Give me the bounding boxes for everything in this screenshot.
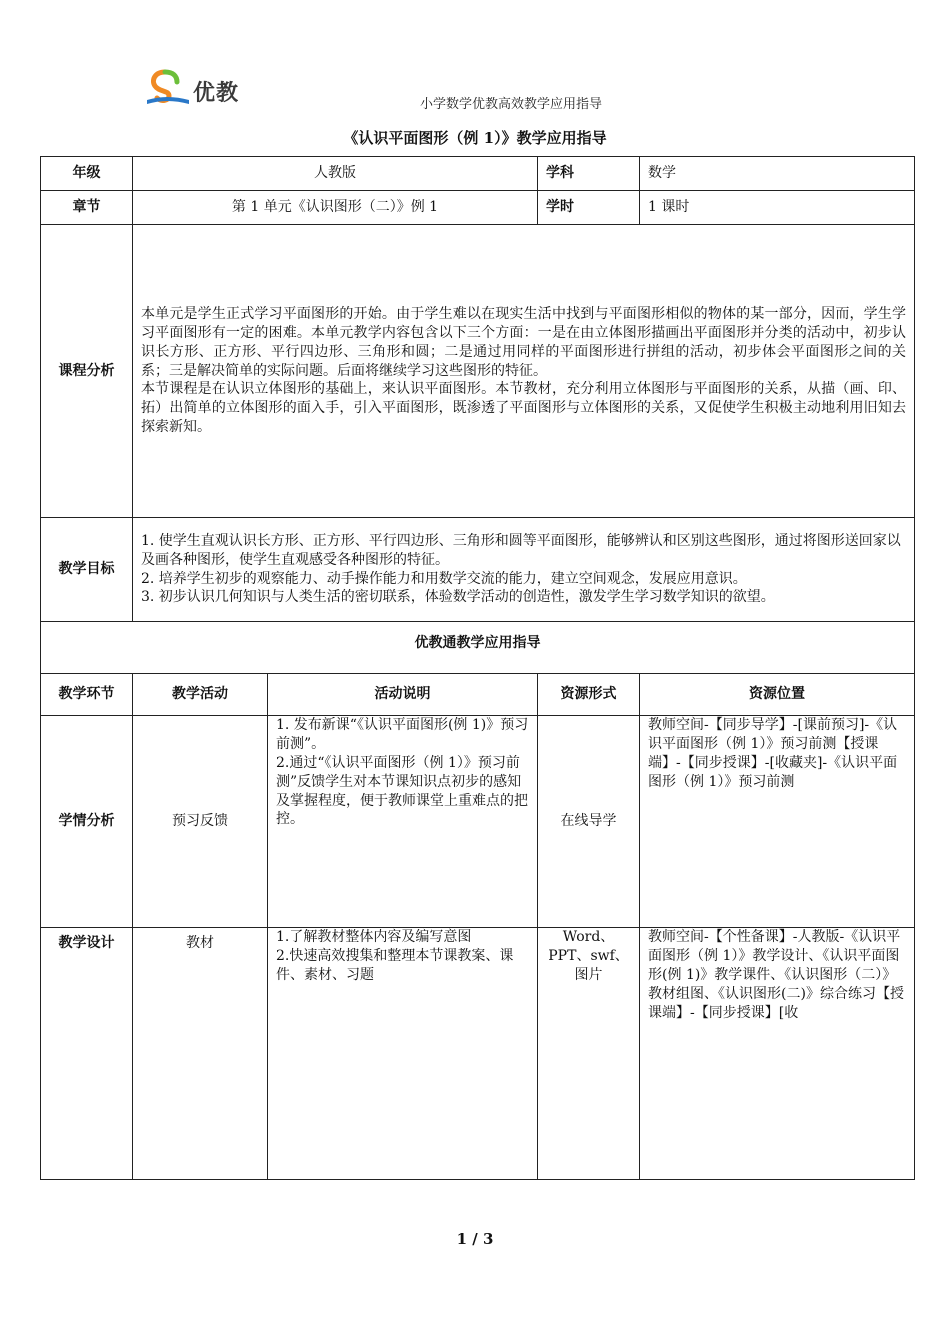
table-row: [41, 928, 915, 1180]
section-row: [41, 622, 915, 674]
column-header: 教学活动: [133, 674, 268, 716]
goals-content: [133, 518, 915, 622]
table-row: [41, 716, 915, 928]
location-cell: 教师空间-【个性备课】-人教版-《认识平面图形（例 1）》教学设计、《认识平面图形(例 1)》教学课件、《认识图形（二）》教材组图、《认识图形(二)》综合练习【授课端】-【同步授课】[收: [640, 928, 915, 1180]
column-header: 教学环节: [41, 674, 133, 716]
column-header: 资源形式: [538, 674, 640, 716]
hours-value: 1 课时: [640, 191, 915, 225]
location-cell: 教师空间-【同步导学】-[课前预习]-《认识平面图形（例 1）》预习前测【授课端】-【同步授课】-[收藏夹]-《认识平面图形（例 1）》预习前测: [640, 716, 915, 928]
form-cell: Word、PPT、swf、图片: [538, 928, 640, 1180]
logo-text: 优教: [193, 81, 240, 106]
chapter-label: 章节: [41, 191, 133, 225]
column-header: 活动说明: [268, 674, 538, 716]
description-cell: [268, 928, 538, 1180]
goal-item: 1. 使学生直观认识长方形、正方形、平行四边形、三角形和圆等平面图形，能够辨认和区别这些图形，通过将图形送回家以及画各种图形，使学生直观感受各种图形的特征。: [141, 532, 901, 568]
analysis-row: [41, 225, 915, 518]
activity-cell: 教材: [133, 928, 268, 1180]
description-line: 2.快速高效搜集和整理本节课教案、课件、素材、习题: [276, 947, 514, 983]
section-title: 优教通教学应用指导: [41, 622, 915, 674]
goal-item: 3. 初步认识几何知识与人类生活的密切联系，体验数学活动的创造性，激发学生学习数学知识的欲望。: [141, 589, 775, 606]
analysis-label: 课程分析: [41, 225, 133, 518]
column-header: 资源位置: [640, 674, 915, 716]
analysis-paragraph-1: 本单元是学生正式学习平面图形的开始。由于学生难以在现实生活中找到与平面图形相似的物体的某一部分，因而，学生学习平面图形有一定的困难。本单元教学内容包含以下三个方面：一是在由立体图形描画出平面图形并分类的活动中，初步认识长方形、正方形、平行四边形、三角形和圆；二是通过用同样的平面图形进行拼组的活动，初步体会平面图形之间的关系；三是解决简单的实际问题。后面将继续学习这些图形的特征。: [141, 305, 907, 379]
grade-value: 人教版: [133, 157, 538, 191]
header-subtitle: 小学数学优教高效教学应用指导: [420, 97, 603, 112]
hours-label: 学时: [538, 191, 640, 225]
analysis-content: [133, 225, 915, 518]
form-cell: 在线导学: [538, 716, 640, 928]
description-line: 1.了解教材整体内容及编写意图: [276, 929, 472, 945]
description-line: 2.通过“《认识平面图形（例 1）》预习前测”反馈学生对本节课知识点初步的感知及掌握程度，便于教师课堂上重难点的把控。: [276, 754, 528, 828]
logo-mark-icon: [143, 68, 193, 108]
description-line: 1. 发布新课“《认识平面图形(例 1)》预习前测”。: [276, 717, 529, 752]
description-cell: [268, 716, 538, 928]
page-number: 1 / 3: [456, 1230, 494, 1248]
stage-cell: 教学设计: [41, 928, 133, 1180]
stage-cell: 学情分析: [41, 716, 133, 928]
subject-label: 学科: [538, 157, 640, 191]
goals-label: 教学目标: [41, 518, 133, 622]
goals-row: [41, 518, 915, 622]
grade-label: 年级: [41, 157, 133, 191]
activity-cell: 预习反馈: [133, 716, 268, 928]
analysis-paragraph-2: 本节课程是在认识立体图形的基础上，来认识平面图形。本节教材，充分利用立体图形与平面图形的关系，从描（画、印、拓）出简单的立体图形的面入手，引入平面图形，既渗透了平面图形与立体图形的关系，又促使学生积极主动地利用旧知去探索新知。: [141, 381, 907, 436]
subject-value: 数学: [640, 157, 915, 191]
chapter-value: 第 1 单元《认识图形（二）》例 1: [133, 191, 538, 225]
column-header-row: [41, 674, 915, 716]
grade-row: [41, 157, 915, 191]
goal-item: 2. 培养学生初步的观察能力、动手操作能力和用数学交流的能力，建立空间观念，发展应用意识。: [141, 570, 747, 587]
guide-table: [40, 156, 915, 1180]
page-title: 《认识平面图形（例 1）》教学应用指导: [343, 129, 607, 147]
chapter-row: [41, 191, 915, 225]
